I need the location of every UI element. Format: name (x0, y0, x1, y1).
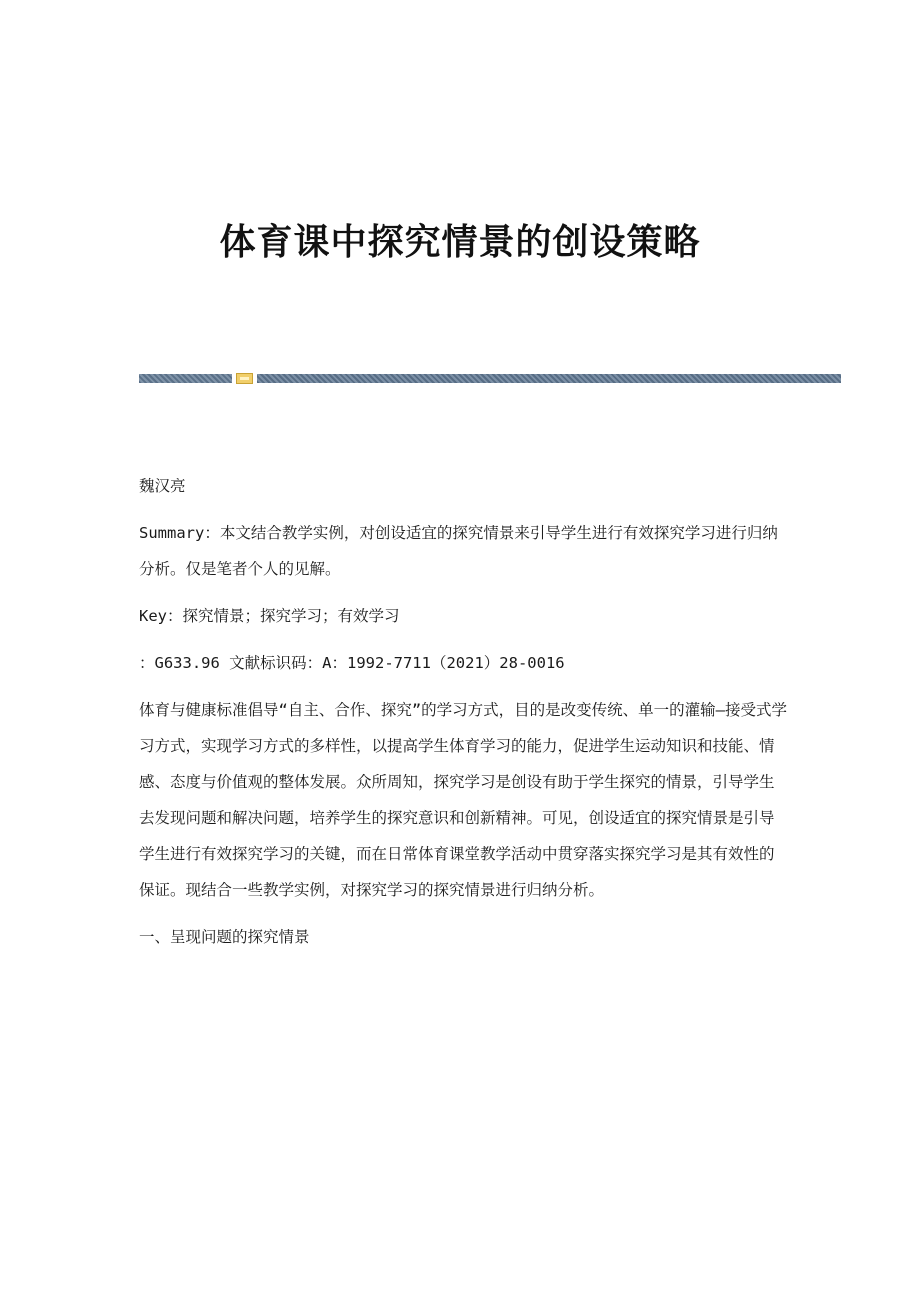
author-name: 魏汉亮 (139, 477, 186, 495)
divider-bar-right (257, 374, 841, 383)
summary: Summary：本文结合教学实例，对创设适宜的探究情景来引导学生进行有效探究学习进行归纳分析。仅是笔者个人的见解。 (139, 524, 778, 578)
keywords: Key：探究情景；探究学习；有效学习 (139, 607, 400, 625)
paragraph-intro: 体育与健康标准倡导“自主、合作、探究”的学习方式，目的是改变传统、单一的灌输—接受式学习方式，实现学习方式的多样性，以提高学生体育学习的能力，促进学生运动知识和技能、情感、态度与价值观的整体发展。众所周知，探究学习是创设有助于学生探究的情景，引导学生去发现问题和解决问题，培养学生的探究意识和创新精神。可见，创设适宜的探究情景是引导学生进行有效探究学习的关键，而在日常体育课堂教学活动中贯穿落实探究学习是其有效性的保证。现结合一些教学实例，对探究学习的探究情景进行归纳分析。 (139, 701, 787, 899)
divider-bar-left (139, 374, 232, 383)
document-title: 体育课中探究情景的创设策略 (219, 221, 701, 263)
title-divider (139, 374, 841, 383)
divider-emblem-icon (236, 373, 253, 384)
classification-line: ：G633.96 文献标识码：A：1992-7711（2021）28-0016 (139, 654, 565, 672)
document-body (139, 468, 789, 966)
section-heading: 一、呈现问题的探究情景 (139, 928, 310, 946)
